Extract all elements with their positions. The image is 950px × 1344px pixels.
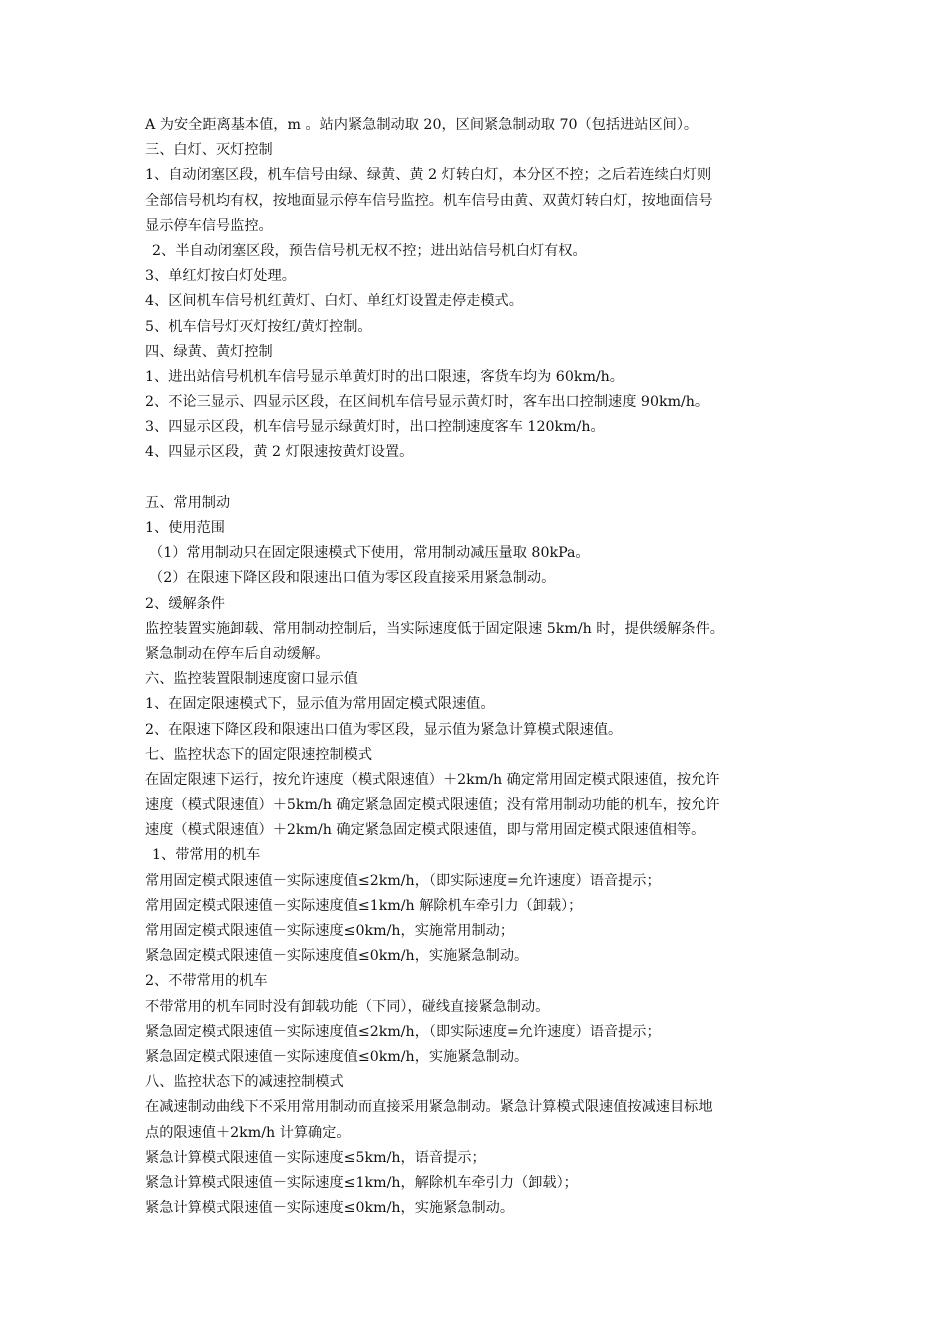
- section-heading: 四、绿黄、黄灯控制: [145, 343, 273, 360]
- text-line: 2、在限速下降区段和限速出口值为零区段，显示值为紧急计算模式限速值。: [145, 721, 623, 738]
- text-line: 紧急固定模式限速值－实际速度值≤2km/h，（即实际速度=允许速度）语音提示；: [145, 1023, 661, 1040]
- text-line: 常用固定模式限速值－实际速度≤0km/h，实施常用制动；: [145, 923, 515, 939]
- text-line: 常用固定模式限速值－实际速度值≤1km/h 解除机车牵引力（卸载）；: [145, 897, 583, 914]
- text-line: 紧急制动在停车后自动缓解。: [145, 645, 330, 662]
- text-line: 在固定限速下运行，按允许速度（模式限速值）＋2km/h 确定常用固定模式限速值，按允许: [145, 771, 720, 788]
- section-heading: 六、监控装置限制速度窗口显示值: [145, 671, 358, 688]
- text-line: 紧急计算模式限速值－实际速度≤0km/h，实施紧急制动。: [145, 1200, 515, 1217]
- blank-line: [145, 466, 815, 491]
- text-line: 1、在固定限速模式下，显示值为常用固定模式限速值。: [145, 696, 495, 713]
- subsection-heading: 1、使用范围: [145, 520, 225, 536]
- text-line: 显示停车信号监控。: [145, 217, 273, 234]
- text-line: 1、自动闭塞区段，机车信号由绿、绿黄、黄 2 灯转白灯，本分区不控；之后若连续白灯则: [145, 167, 712, 184]
- text-line: 1、进出站信号机机车信号显示单黄灯时的出口限速，客货车均为 60km/h。: [145, 368, 624, 385]
- text-line: （2）在限速下降区段和限速出口值为零区段直接采用紧急制动。: [149, 570, 556, 587]
- document-body: [145, 113, 815, 1221]
- section-heading: 三、白灯、灭灯控制: [145, 142, 273, 159]
- text-line: A 为安全距离基本值，m 。站内紧急制动取 20，区间紧急制动取 70（包括进站区间）。: [145, 117, 699, 133]
- text-line: 不带常用的机车同时没有卸载功能（下同），碰线直接紧急制动。: [145, 998, 550, 1015]
- text-line: 紧急计算模式限速值－实际速度≤5km/h，语音提示；: [145, 1149, 486, 1166]
- text-line: 2、半自动闭塞区段，预告信号机无权不控；进出站信号机白灯有权。: [152, 242, 587, 259]
- text-line: 紧急固定模式限速值－实际速度值≤0km/h，实施紧急制动。: [145, 1048, 529, 1065]
- subsection-heading: 1、带常用的机车: [152, 847, 261, 864]
- text-line: 2、不论三显示、四显示区段，在区间机车信号显示黄灯时，客车出口控制速度 90km/h。: [145, 394, 710, 411]
- text-line: 速度（模式限速值）＋2km/h 确定紧急固定模式限速值，即与常用固定模式限速值相等。: [145, 822, 706, 839]
- text-line: 紧急固定模式限速值－实际速度值≤0km/h，实施紧急制动。: [145, 948, 529, 965]
- section-heading: 七、监控状态下的固定限速控制模式: [145, 746, 373, 763]
- subsection-heading: 2、缓解条件: [145, 595, 225, 612]
- section-heading: 五、常用制动: [145, 494, 231, 511]
- text-line: 3、四显示区段，机车信号显示绿黄灯时，出口控制速度客车 120km/h。: [145, 419, 605, 436]
- text-line: （1）常用制动只在固定限速模式下使用，常用制动减压量取 80kPa。: [149, 545, 590, 562]
- text-line: 全部信号机均有权，按地面显示停车信号监控。机车信号由黄、双黄灯转白灯，按地面信号: [145, 192, 713, 209]
- text-line: 在减速制动曲线下不采用常用制动而直接采用紧急制动。紧急计算模式限速值按减速目标地: [145, 1099, 713, 1116]
- text-line: 紧急计算模式限速值－实际速度≤1km/h，解除机车牵引力（卸载）；: [145, 1174, 578, 1191]
- text-line: 5、机车信号灯灭灯按红/黄灯控制。: [145, 318, 372, 335]
- text-line: 监控装置实施卸载、常用制动控制后，当实际速度低于固定限速 5km/h 时，提供缓解条件。: [145, 620, 724, 637]
- section-heading: 八、监控状态下的减速控制模式: [145, 1074, 344, 1091]
- text-line: 常用固定模式限速值－实际速度值≤2km/h，（即实际速度=允许速度）语音提示；: [145, 872, 661, 889]
- text-line: 4、四显示区段，黄 2 灯限速按黄灯设置。: [145, 444, 414, 461]
- text-line: 3、单红灯按白灯处理。: [145, 268, 296, 285]
- text-line: 速度（模式限速值）＋5km/h 确定紧急固定模式限速值；没有常用制动功能的机车，按允许: [145, 797, 720, 814]
- subsection-heading: 2、不带常用的机车: [145, 973, 268, 990]
- text-line: 4、区间机车信号机红黄灯、白灯、单红灯设置走停走模式。: [145, 293, 523, 310]
- text-line: 点的限速值＋2km/h 计算确定。: [145, 1124, 351, 1141]
